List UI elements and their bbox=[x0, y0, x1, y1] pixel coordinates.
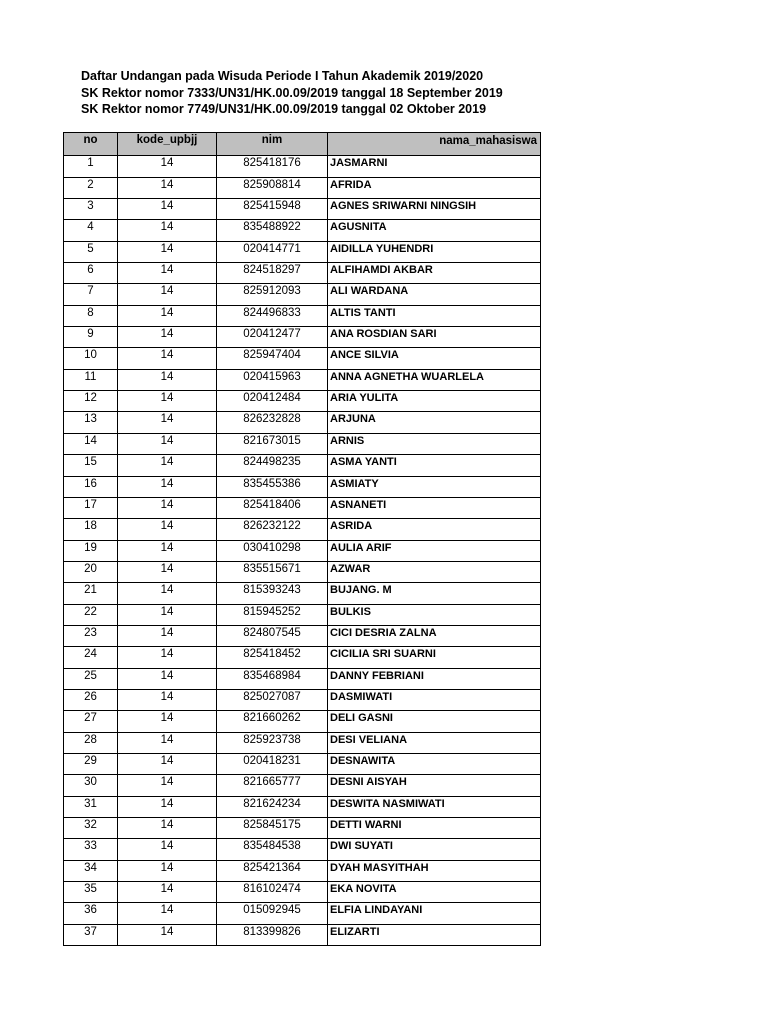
cell-kode-upbjj: 14 bbox=[118, 241, 217, 262]
cell-nama-mahasiswa: ASMIATY bbox=[328, 476, 541, 497]
cell-no: 36 bbox=[64, 903, 118, 924]
cell-no: 28 bbox=[64, 732, 118, 753]
cell-kode-upbjj: 14 bbox=[118, 882, 217, 903]
cell-nama-mahasiswa: ASRIDA bbox=[328, 519, 541, 540]
cell-no: 26 bbox=[64, 689, 118, 710]
cell-nim: 825421364 bbox=[217, 860, 328, 881]
cell-nim: 821673015 bbox=[217, 433, 328, 454]
cell-nim: 821624234 bbox=[217, 796, 328, 817]
cell-kode-upbjj: 14 bbox=[118, 455, 217, 476]
cell-nama-mahasiswa: JASMARNI bbox=[328, 156, 541, 177]
cell-no: 4 bbox=[64, 220, 118, 241]
cell-kode-upbjj: 14 bbox=[118, 199, 217, 220]
header-row bbox=[64, 133, 541, 156]
cell-kode-upbjj: 14 bbox=[118, 753, 217, 774]
table-row bbox=[64, 327, 541, 348]
table-row bbox=[64, 732, 541, 753]
cell-nim: 835468984 bbox=[217, 668, 328, 689]
table-row bbox=[64, 369, 541, 390]
table-row bbox=[64, 220, 541, 241]
cell-nama-mahasiswa: ARIA YULITA bbox=[328, 391, 541, 412]
table-row bbox=[64, 241, 541, 262]
cell-kode-upbjj: 14 bbox=[118, 476, 217, 497]
cell-kode-upbjj: 14 bbox=[118, 647, 217, 668]
heading-title: Daftar Undangan pada Wisuda Periode I Tahun Akademik 2019/2020 bbox=[81, 69, 484, 83]
cell-no: 16 bbox=[64, 476, 118, 497]
table-row bbox=[64, 156, 541, 177]
cell-nim: 825415948 bbox=[217, 199, 328, 220]
cell-nama-mahasiswa: ELFIA LINDAYANI bbox=[328, 903, 541, 924]
cell-kode-upbjj: 14 bbox=[118, 604, 217, 625]
cell-no: 7 bbox=[64, 284, 118, 305]
cell-no: 20 bbox=[64, 561, 118, 582]
table-row bbox=[64, 497, 541, 518]
cell-nim: 824498235 bbox=[217, 455, 328, 476]
cell-kode-upbjj: 14 bbox=[118, 839, 217, 860]
cell-kode-upbjj: 14 bbox=[118, 433, 217, 454]
cell-kode-upbjj: 14 bbox=[118, 860, 217, 881]
cell-kode-upbjj: 14 bbox=[118, 540, 217, 561]
table-row bbox=[64, 882, 541, 903]
cell-nim: 835488922 bbox=[217, 220, 328, 241]
cell-nama-mahasiswa: DESNAWITA bbox=[328, 753, 541, 774]
cell-no: 21 bbox=[64, 583, 118, 604]
cell-nim: 825908814 bbox=[217, 177, 328, 198]
cell-nim: 020415963 bbox=[217, 369, 328, 390]
cell-nim: 821665777 bbox=[217, 775, 328, 796]
table-row bbox=[64, 647, 541, 668]
cell-nama-mahasiswa: ANCE SILVIA bbox=[328, 348, 541, 369]
cell-nama-mahasiswa: ELIZARTI bbox=[328, 924, 541, 945]
table-row bbox=[64, 860, 541, 881]
cell-nama-mahasiswa: BUJANG. M bbox=[328, 583, 541, 604]
table-row bbox=[64, 177, 541, 198]
cell-no: 6 bbox=[64, 263, 118, 284]
cell-no: 14 bbox=[64, 433, 118, 454]
cell-nama-mahasiswa: ASNANETI bbox=[328, 497, 541, 518]
cell-nim: 824496833 bbox=[217, 305, 328, 326]
cell-no: 31 bbox=[64, 796, 118, 817]
table-row bbox=[64, 903, 541, 924]
table-row bbox=[64, 818, 541, 839]
cell-no: 11 bbox=[64, 369, 118, 390]
table-row bbox=[64, 540, 541, 561]
table-row bbox=[64, 604, 541, 625]
cell-no: 17 bbox=[64, 497, 118, 518]
cell-nama-mahasiswa: ALTIS TANTI bbox=[328, 305, 541, 326]
cell-nim: 020414771 bbox=[217, 241, 328, 262]
cell-kode-upbjj: 14 bbox=[118, 284, 217, 305]
cell-no: 3 bbox=[64, 199, 118, 220]
cell-no: 2 bbox=[64, 177, 118, 198]
cell-kode-upbjj: 14 bbox=[118, 412, 217, 433]
cell-nama-mahasiswa: AFRIDA bbox=[328, 177, 541, 198]
column-header-nim: nim bbox=[217, 133, 328, 156]
cell-nama-mahasiswa: EKA NOVITA bbox=[328, 882, 541, 903]
table-row bbox=[64, 924, 541, 945]
cell-nim: 020418231 bbox=[217, 753, 328, 774]
cell-nama-mahasiswa: AGNES SRIWARNI NINGSIH bbox=[328, 199, 541, 220]
table-row bbox=[64, 519, 541, 540]
cell-nama-mahasiswa: DANNY FEBRIANI bbox=[328, 668, 541, 689]
document-heading bbox=[81, 68, 503, 118]
table-row bbox=[64, 583, 541, 604]
table-row bbox=[64, 263, 541, 284]
cell-nama-mahasiswa: DELI GASNI bbox=[328, 711, 541, 732]
cell-nama-mahasiswa: DWI SUYATI bbox=[328, 839, 541, 860]
cell-nama-mahasiswa: ARJUNA bbox=[328, 412, 541, 433]
cell-nama-mahasiswa: AULIA ARIF bbox=[328, 540, 541, 561]
cell-nim: 825418452 bbox=[217, 647, 328, 668]
cell-kode-upbjj: 14 bbox=[118, 668, 217, 689]
cell-no: 19 bbox=[64, 540, 118, 561]
cell-no: 37 bbox=[64, 924, 118, 945]
table-row bbox=[64, 476, 541, 497]
cell-nim: 824518297 bbox=[217, 263, 328, 284]
cell-kode-upbjj: 14 bbox=[118, 156, 217, 177]
table-row bbox=[64, 711, 541, 732]
cell-nim: 821660262 bbox=[217, 711, 328, 732]
cell-nama-mahasiswa: DASMIWATI bbox=[328, 689, 541, 710]
cell-no: 24 bbox=[64, 647, 118, 668]
cell-nim: 815945252 bbox=[217, 604, 328, 625]
cell-nama-mahasiswa: ASMA YANTI bbox=[328, 455, 541, 476]
table-row bbox=[64, 775, 541, 796]
cell-nim: 825418176 bbox=[217, 156, 328, 177]
cell-nim: 825923738 bbox=[217, 732, 328, 753]
cell-nama-mahasiswa: ANNA AGNETHA WUARLELA bbox=[328, 369, 541, 390]
cell-kode-upbjj: 14 bbox=[118, 561, 217, 582]
cell-kode-upbjj: 14 bbox=[118, 263, 217, 284]
cell-nama-mahasiswa: DESI VELIANA bbox=[328, 732, 541, 753]
cell-no: 33 bbox=[64, 839, 118, 860]
cell-nim: 020412477 bbox=[217, 327, 328, 348]
cell-kode-upbjj: 14 bbox=[118, 177, 217, 198]
cell-no: 13 bbox=[64, 412, 118, 433]
cell-no: 22 bbox=[64, 604, 118, 625]
cell-nim: 826232122 bbox=[217, 519, 328, 540]
cell-nim: 030410298 bbox=[217, 540, 328, 561]
heading-decree-1: SK Rektor nomor 7333/UN31/HK.00.09/2019 tanggal 18 September 2019 bbox=[81, 85, 503, 100]
cell-nim: 825845175 bbox=[217, 818, 328, 839]
cell-kode-upbjj: 14 bbox=[118, 689, 217, 710]
cell-nama-mahasiswa: AGUSNITA bbox=[328, 220, 541, 241]
cell-nim: 815393243 bbox=[217, 583, 328, 604]
table-row bbox=[64, 796, 541, 817]
cell-no: 5 bbox=[64, 241, 118, 262]
table-row bbox=[64, 199, 541, 220]
cell-kode-upbjj: 14 bbox=[118, 391, 217, 412]
cell-no: 34 bbox=[64, 860, 118, 881]
cell-nama-mahasiswa: DESWITA NASMIWATI bbox=[328, 796, 541, 817]
table-row bbox=[64, 455, 541, 476]
cell-nama-mahasiswa: AIDILLA YUHENDRI bbox=[328, 241, 541, 262]
table-row bbox=[64, 668, 541, 689]
table-row bbox=[64, 348, 541, 369]
cell-kode-upbjj: 14 bbox=[118, 796, 217, 817]
table-row bbox=[64, 561, 541, 582]
cell-no: 32 bbox=[64, 818, 118, 839]
cell-kode-upbjj: 14 bbox=[118, 711, 217, 732]
cell-nama-mahasiswa: AZWAR bbox=[328, 561, 541, 582]
cell-kode-upbjj: 14 bbox=[118, 903, 217, 924]
cell-no: 18 bbox=[64, 519, 118, 540]
cell-kode-upbjj: 14 bbox=[118, 497, 217, 518]
column-header-nama-mahasiswa: nama_mahasiswa bbox=[328, 133, 541, 156]
cell-nama-mahasiswa: DESNI AISYAH bbox=[328, 775, 541, 796]
cell-nim: 825027087 bbox=[217, 689, 328, 710]
cell-nim: 835515671 bbox=[217, 561, 328, 582]
cell-no: 25 bbox=[64, 668, 118, 689]
cell-no: 23 bbox=[64, 625, 118, 646]
column-header-no: no bbox=[64, 133, 118, 156]
table-row bbox=[64, 284, 541, 305]
cell-nim: 824807545 bbox=[217, 625, 328, 646]
cell-nama-mahasiswa: BULKIS bbox=[328, 604, 541, 625]
cell-kode-upbjj: 14 bbox=[118, 327, 217, 348]
cell-kode-upbjj: 14 bbox=[118, 348, 217, 369]
table-row bbox=[64, 305, 541, 326]
cell-kode-upbjj: 14 bbox=[118, 305, 217, 326]
cell-kode-upbjj: 14 bbox=[118, 775, 217, 796]
cell-no: 8 bbox=[64, 305, 118, 326]
cell-nim: 015092945 bbox=[217, 903, 328, 924]
cell-kode-upbjj: 14 bbox=[118, 583, 217, 604]
cell-nim: 813399826 bbox=[217, 924, 328, 945]
cell-nim: 020412484 bbox=[217, 391, 328, 412]
cell-kode-upbjj: 14 bbox=[118, 369, 217, 390]
cell-no: 30 bbox=[64, 775, 118, 796]
invitation-table bbox=[63, 132, 541, 946]
cell-kode-upbjj: 14 bbox=[118, 924, 217, 945]
cell-no: 35 bbox=[64, 882, 118, 903]
cell-kode-upbjj: 14 bbox=[118, 220, 217, 241]
cell-nama-mahasiswa: ARNIS bbox=[328, 433, 541, 454]
cell-no: 15 bbox=[64, 455, 118, 476]
cell-nim: 825418406 bbox=[217, 497, 328, 518]
table-header bbox=[64, 133, 541, 156]
cell-kode-upbjj: 14 bbox=[118, 732, 217, 753]
table-row bbox=[64, 689, 541, 710]
cell-nama-mahasiswa: ALFIHAMDI AKBAR bbox=[328, 263, 541, 284]
cell-nama-mahasiswa: CICILIA SRI SUARNI bbox=[328, 647, 541, 668]
heading-decree-2: SK Rektor nomor 7749/UN31/HK.00.09/2019 tanggal 02 Oktober 2019 bbox=[81, 102, 487, 116]
cell-nim: 835455386 bbox=[217, 476, 328, 497]
cell-no: 29 bbox=[64, 753, 118, 774]
cell-no: 12 bbox=[64, 391, 118, 412]
cell-no: 1 bbox=[64, 156, 118, 177]
cell-no: 9 bbox=[64, 327, 118, 348]
cell-nama-mahasiswa: ALI WARDANA bbox=[328, 284, 541, 305]
cell-no: 10 bbox=[64, 348, 118, 369]
cell-no: 27 bbox=[64, 711, 118, 732]
cell-nim: 835484538 bbox=[217, 839, 328, 860]
cell-nama-mahasiswa: ANA ROSDIAN SARI bbox=[328, 327, 541, 348]
cell-nim: 816102474 bbox=[217, 882, 328, 903]
table-row bbox=[64, 412, 541, 433]
table-row bbox=[64, 433, 541, 454]
column-header-kode-upbjj: kode_upbjj bbox=[118, 133, 217, 156]
table-row bbox=[64, 839, 541, 860]
cell-kode-upbjj: 14 bbox=[118, 625, 217, 646]
cell-kode-upbjj: 14 bbox=[118, 818, 217, 839]
table-body bbox=[64, 156, 541, 946]
cell-nim: 826232828 bbox=[217, 412, 328, 433]
cell-nim: 825912093 bbox=[217, 284, 328, 305]
table-row bbox=[64, 753, 541, 774]
cell-kode-upbjj: 14 bbox=[118, 519, 217, 540]
cell-nama-mahasiswa: DYAH MASYITHAH bbox=[328, 860, 541, 881]
table-row bbox=[64, 625, 541, 646]
cell-nama-mahasiswa: DETTI WARNI bbox=[328, 818, 541, 839]
cell-nim: 825947404 bbox=[217, 348, 328, 369]
table-row bbox=[64, 391, 541, 412]
cell-nama-mahasiswa: CICI DESRIA ZALNA bbox=[328, 625, 541, 646]
